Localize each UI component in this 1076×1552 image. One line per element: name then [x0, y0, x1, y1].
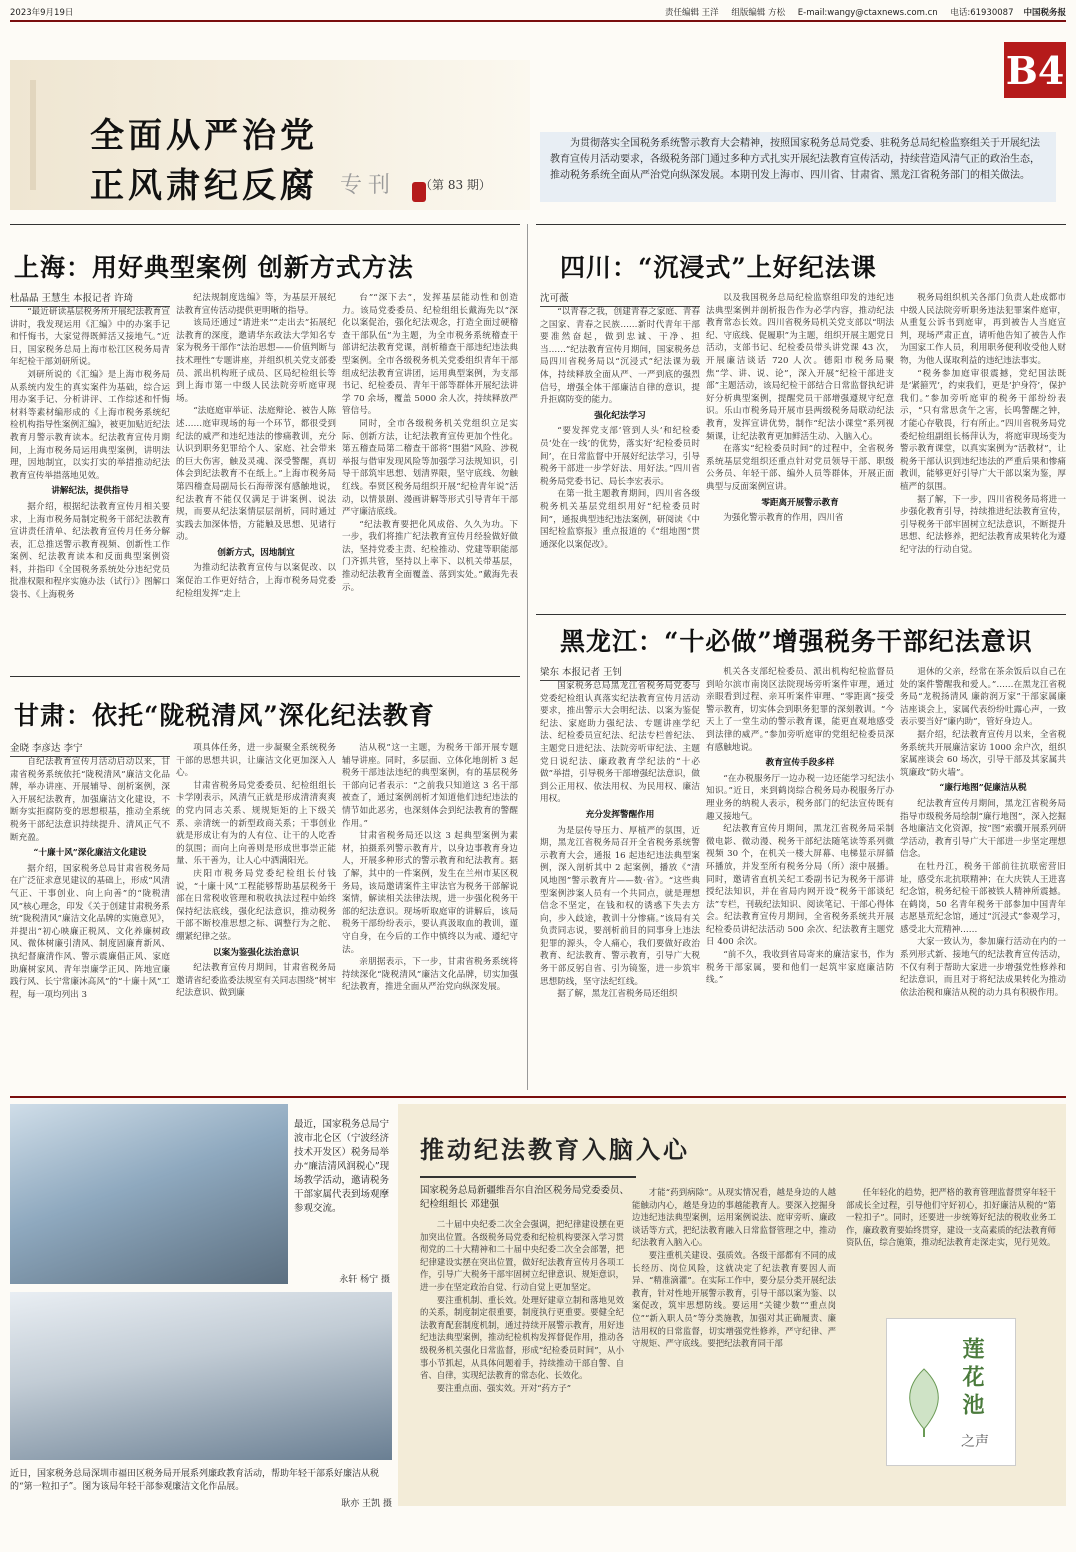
byline-sichuan: 沈可薇: [540, 290, 700, 307]
paragraph: “在办税服务厅一边办税一边还能学习纪法小知识。”近日，来到鹤岗综合税务局办税服务厅办理业务的纳税人表示，税务部门的纪法宣传既有趣又接地气。: [706, 773, 894, 822]
paragraph: “纪法教育要把化风成俗、久久为功。下一步，我们将推广纪法教育宣传月经验做好做法，坚持党委主责、纪检推动、党建等职能部门齐抓共管，坚持以上率下、以机关带基层，推动纪法教育全面覆盖、落到实处。”戴海先表示。: [342, 519, 518, 593]
paragraph: “前不久，我收到省局寄来的廉洁家书，作为税务干部家属，要和他们一起筑牢家庭廉洁防线。”: [706, 950, 894, 986]
headline-heilongjiang[interactable]: 黑龙江：“十必做”增强税务干部纪法意识: [560, 627, 1033, 656]
paragraph: 退休的父亲，经常在茶余饭后以自己在处的案件警醒我和爱人。”……在黑龙江省税务局“龙税扬清风 廉韵润万家”干部家属廉洁座谈会上，家属代表纷纷吐露心声，一致表示要当好“廉内助”，管好身边人。: [900, 667, 1066, 728]
commentary-column-3: [846, 1186, 1056, 1304]
email[interactable]: E-mail:wangy@ctaxnews.com.cn: [797, 8, 938, 18]
paragraph: 任年轻化的趋势，把严格的教育管理监督贯穿年轻干部成长全过程，引导他们守好初心，扣好廉洁从税的“第一粒扣子”。同时，还要进一步统筹好纪法的税收业务工作，廉政教育要始终贯穿，建设一支高素质的纪法教育师资队伍，综合施策，推动纪法教育走深走实，见行见效。: [846, 1187, 1056, 1248]
paragraph: 税务局组织机关各部门负责人赴成都市中级人民法院旁听职务违法犯罪案件庭审，从重复公诉书到庭审，再到被告人当庭宣判，现场严肃正直，请听他告知了被告人作为国家工作人员，利用职务便利收受他人财物，为他人谋取利益的违纪违法事实。: [900, 293, 1066, 366]
gansu-column-1: [10, 756, 170, 1090]
paragraph: 同时，全市各级税务机关党组织立足实际、创新方法，让纪法教育宣传更加个性化。第五稽查局第二稽查干部将“围猎”风险、涉税举报与借审发现风险等加强学习法规知识，引导干部筑牢思想、划清界限，坚守底线、勿触红线。奉贤区税务局组织开展“纪检青年说”活动，以情景剧、漫画讲解等形式引导青年干部严守廉洁底线。: [342, 418, 518, 518]
shanghai-column-3: [342, 292, 518, 668]
banner-issue: （第 83 期）: [420, 178, 491, 192]
shanghai-column-2: [176, 292, 336, 668]
paragraph: 为是层传导压力、厚植严的氛围，近期，黑龙江省税务局召开全省税务系统警示教育大会，通报 16 起违纪违法典型案例，深入剖析其中 2 起案例，播放《“清风地图”警示教育片——数·省》。“这些典型案例涉案人员有一个共同点，就是理想信念不坚定，在钱和权的诱惑下失去方向，步入歧途，教训十分惨痛。”该局有关负责同志说，要剖析前目的同事身上违法犯罪的源头，令人痛心，我们要做好政治教育、纪法教育、警示教育，引导广大税务干部反躬自省、引为镜鉴，进一步筑牢思想防线，坚守法纪红线。: [540, 825, 700, 987]
headline-gansu[interactable]: 甘肃：依托“陇税清风”深化纪法教育: [14, 701, 435, 730]
paragraph: 亲朋据表示，下一步，甘肃省税务系统将持续深化“陇税清风”廉洁文化品牌，切实加强纪法教育，推进全面从严治党向纵深发展。: [342, 957, 518, 993]
page-date: 2023年9月19日: [10, 8, 74, 18]
headline-sichuan[interactable]: 四川：“沉浸式”上好纪法课: [560, 253, 877, 282]
paragraph: 要注重机关建设、强质效。各级干部都有不同的成长经历、岗位风险，这就决定了纪法教育要因人而异、“精准滴灌”。在实际工作中，要分层分类开展纪法教育，针对性地开展警示教育，引导干部以案为鉴、以案促改，筑牢思想防线。要运用“关键少数”“重点岗位”“新入职人员”等分类施教，加强对其正确履责、廉洁用权的日常监督，切实增强党性修养，严守纪律、严守规矩、严守底线。要把纪法教育同干部: [632, 1249, 836, 1349]
commentary-column-2: [632, 1186, 836, 1500]
photo-ningbo[interactable]: [10, 1104, 288, 1284]
sichuan-column-3: [900, 292, 1066, 608]
paragraph: 据介绍，国家税务总局甘肃省税务局在广泛征求意见建议的基础上，形成“风清气正、干事创业、向上向善”的“陇税清风”核心理念，印发《关于创建甘肃税务系统“陇税清风”廉洁文化品牌的实施意见》，并提出“初心映廉正税风、文化养廉树政风、微体树廉引清风、制度固廉育新风、执纪督廉清作风、警示震廉倡正风、家庭助廉树家风、青年崇廉学正风、阵地宣廉践行风、长宁常廉沐高风”的“十廉十风”工程，每一项均列出 3: [10, 863, 170, 1000]
paragraph: 国家税务总局黑龙江省税务局党委与党委纪检组认真落实纪法教育宣传月活动要求，推出警示大会明纪法、以案为鉴促纪法、家庭助力强纪法、专题讲座学纪法、纪检委员宣纪法、纪法专栏普纪法、主题党日进纪法、法院旁听审纪法、主题党日说纪法、廉政教育学纪法的“十必做”举措，引导税务干部增强纪法意识，做到公正用权、依法用权、为民用权、廉洁用权。: [540, 681, 700, 805]
paragraph: “要发挥党支部‘管到人头’和纪检委员‘处在一线’的优势，落实好‘纪检委员时间’，在日常监督中开展好纪法学习，引导税务干部进一步学好法、用好法。”四川省税务局党委书记、局长李宏表示。: [540, 426, 700, 487]
paragraph: 为强化警示教育的作用，四川省: [723, 513, 844, 524]
banner-title-line1: 全面从严治党: [90, 116, 318, 156]
photo-ningbo-caption: 最近，国家税务总局宁波市北仑区（宁波经济技术开发区）税务局举办“廉洁清风润税心”现场教学活动，邀请税务干部家属代表到场观摩参观交流。: [294, 1119, 390, 1214]
page-code-badge: B4: [1004, 42, 1066, 98]
byline-gansu: 金晓 李彦达 李宁: [10, 740, 170, 757]
paragraph: 据介绍，根据纪法教育宣传月相关要求，上海市税务局制定税务干部纪法教育宣讲责任清单、纪法教育宣传月任务分解表，汇总推送警示教育视频、创新性工作案例、纪法教育读本和反面典型案例资料，并指印《全国税务系统处分违纪党员批准权限和程序实施办法（试行）》图解口袋书、《上海税务: [10, 501, 170, 601]
paragraph: 甘肃省税务局党委委员、纪检组组长卡学刚表示，风清气正就是形成清清爽爽的党内同志关系、规规矩矩的上下级关系、亲清统一的新型政商关系；干事创业就是形成让有为的人有位、让干的人吃香的氛围；而向上向善则是形成世事崇正能量、乐干善为，让人心中洒满阳光。: [176, 780, 336, 867]
editor-info: [655, 6, 1014, 18]
column-name: 莲花池: [959, 1337, 985, 1421]
paragraph: 洁从税”这一主题，为税务干部开展专题辅导讲座。同时，多层面、立体化地剖析 3 起税务干部违法违纪的典型案例，有的基层税务干部向记者表示：“之前我只知道这 3 名干部被查了，通过案例剖析才知道他们违纪违法的情节如此恶劣，也深刻体会到纪法教育的警醒作用。”: [342, 743, 518, 829]
gansu-column-2: [176, 742, 336, 1090]
paragraph: 在落实“纪检委员时间”的过程中，全省税务系统基层党组织还重点针对党员领导干部、职级公务员、年轻干部、编外人员等群体，开展正面典型与反面案例宣讲。: [706, 444, 894, 492]
paragraph: 大家一致认为，参加廉行活动在内的一系列形式新、接地气的纪法教育宣传活动，不仅有利于帮助大家进一步增强党性修养和纪法意识，而且对于将纪法成果转化为推动依法治税和廉洁从税的动力具有积极作用。: [900, 937, 1066, 998]
paragraph: 据了解，下一步，四川省税务局将进一步强化教育引导，持续推进纪法教育宣传，引导税务干部牢固树立纪法意识，不断提升思想、纪法修养，把纪法教育成果转化为遵纪守法的行动自觉。: [900, 494, 1066, 555]
paragraph: 纪法教育宣传月期间，黑龙江省税务局采制微电影、微动漫、税务干部纪法随笔读等系列微视频 30 个，在机关一楼大屏幕、电梯显示屏循环播放，并发至所有税务分局（所）滚中展播。同时，邀请省直机关纪工委副书记为税务干部讲授纪法知识，并在省局内网开设“税务干部谈纪法”专栏，刊载纪法知识、阅读笔记、干部心得体会。纪法教育宣传月期间，全省税务系统共开展纪检委员讲纪法活动 500 余次、纪法教育主题党日 400 余次。: [706, 824, 894, 948]
banner-title-line2: 正风肃纪反腐: [90, 166, 318, 206]
paragraph: 庆阳市税务局党委纪检组长付钱说，“十廉十风”工程能够帮助基层税务干部在日常税收管理和税收执法过程中始终保持纪法底线，强化纪法意识，推动税务干部不断校准思想之标、调整行为之舵、绷紧纪律之弦。: [176, 868, 336, 942]
heilongjiang-column-3: [900, 666, 1066, 1090]
commentary-column-1: [420, 1218, 624, 1500]
subhead: 讲解纪法，提供指导: [51, 486, 129, 497]
paragraph: 甘肃省税务局还以这 3 起典型案例为素材，拍摄系列警示教育片，以身边事教育身边人，开展多种形式的警示教育和纪法教育。据了解，其中的一件案例，发生在兰州市某区税务局，该局邀请案件主审法官为税务干部解说案情，解读相关法律法规，进一步强化税务干部的纪法意识。现场听取庭审的讲解后，该局税务干部纷纷表示，要认真汲取血的教训，谨守自身，在今后的工作中慎终以为戒、遵纪守法。: [342, 831, 518, 955]
photo-shenzhen-credit: 耿亦 王凯 摄: [341, 1499, 392, 1509]
paragraph: 以及我国税务总局纪检监察组印发的违纪违法典型案例并剖析报告作为必学内容，推动纪法教育常态长效。四川省税务局机关党支部以“明法纪、守底线、促履职”为主题，组织开展主题党日活动，支部书记、纪检委员带头讲党课 43 次，开展廉洁谈话 720 人次。德阳市税务局聚焦“学、讲、说、论”，深入开展“纪检干部进支部”主题活动，该局纪检干部结合日常监督执纪讲好分析典型案例，提醒党员干部增强遵规守纪意识。乐山市税务局开展市县两级税务局联动纪法教育，发挥宣讲优势，制作“纪法小课堂”系列视频课，让纪法教育更加鲜活生动、入脑入心。: [706, 293, 894, 442]
page-header: [10, 4, 1066, 22]
paper-name: 中国税务报: [1023, 8, 1066, 18]
heilongjiang-column-1: [540, 680, 700, 1090]
subhead: 强化纪法学习: [594, 410, 646, 421]
paragraph: 在第一批主题教育期间，四川省各级税务机关基层党组织用好“纪检委员时间”，通报典型违纪违法案例，研阅读《中国纪检监察报》重点报道的《“组地图”贯通深化以案促改》。: [540, 489, 700, 550]
divider: [536, 614, 1066, 615]
sichuan-column-1: [540, 306, 700, 608]
divider: [536, 224, 1066, 225]
divider: [10, 224, 520, 225]
subhead: 以案为鉴强化法治意识: [213, 947, 299, 958]
shanghai-column-1: [10, 306, 170, 668]
paragraph: “法庭庭审举证、法庭辩论、被告人陈述……庭审现场的每一个环节，都很受到纪法的威严和违纪违法的惨痛教训，充分认识到职务犯罪给个人、家庭、社会带来的巨大伤害，触及灵魂、深受警醒，真切体会到纪法教育不在纸上。”上海市税务局第四稽查局副局长石海蒂深有感触地说，纪法教育不能仅仅满足于讲案例、说法规，而要从纪法案情层层剖析，同时通过实践去加深体悟，方能触及思想、见诸行动。: [176, 406, 336, 543]
lotus-icon: [897, 1349, 951, 1439]
subhead: “十廉十风”深化廉洁文化建设: [33, 848, 147, 859]
subhead: 零距离开展警示教育: [761, 497, 839, 508]
commentary-author: 国家税务总局新疆维吾尔自治区税务局党委委员、纪检组组长 邓建强: [420, 1185, 630, 1210]
headline-shanghai[interactable]: 上海：用好典型案例 创新方式方法: [14, 253, 414, 282]
paragraph: 项具体任务，进一步凝聚全系统税务干部的思想共识，让廉洁文化更加深入人心。: [176, 743, 336, 779]
heilongjiang-column-2: [706, 666, 894, 1090]
layout-editor: 组版编辑 方松: [731, 8, 786, 18]
subhead: 充分发挥警醒作用: [585, 809, 655, 820]
paragraph: “税务参加庭审很震撼，党纪国法既是‘紧箍咒’，约束我们，更是‘护身符’，保护我们。”参加旁听庭审的税务干部纷纷表示，“只有常思贪午之害，长鸣警醒之钟，才能心存敬畏，行有所止。”四川省税务局党委纪检组副组长杨萍认为，将庭审现场变为警示教育课堂，以真实案例为“活教材”，让税务干部认识到违纪违法的严重后果和惨痛教训，能够更好引导广大干部以案为鉴，厚植严的氛围。: [900, 368, 1066, 492]
paragraph: 要注重点面、强实效。开对“药方子”: [436, 1382, 571, 1393]
divider: [10, 676, 520, 677]
paragraph: “以青春之我，创建青春之家庭、青春之国家、青春之民族……新时代青年干部要准然奋起，做到忠诚、干净、担当……”纪法教育宣传月期间，国家税务总局四川省税务局以“沉浸式”纪法课为载体，持续释放全面从严、一严到底的强烈信号，增强全体干部廉洁自律的意识，提升拒腐防变的能力。: [540, 307, 700, 406]
column-name-suffix: 之声: [961, 1434, 989, 1450]
paragraph: 在牡丹江，税务干部前往抗联密营旧址，感受东北抗联精神；在大庆铁人王进喜纪念馆，税务纪检干部被铁人精神所震撼。在鹤岗，50 名青年税务干部参加中国青年志愿垦荒纪念馆，通过“沉浸式”参观学习，感受北大荒精神……: [900, 861, 1066, 935]
paragraph: 台”“深下去”，发挥基层能动性和创造力。该局党委委员、纪检组组长戴海先以“深化以案促治，强化纪法观念，打造全面过硬稽查干部队伍”为主题，为全市税务系统稽查干部讲纪法教育党课，剖析稽查干部违纪违法典型案例。全市各级税务机关党委组织青年干部组成纪法教育宣讲团，运用典型案例，为支部书记、纪检委员、青年干部等群体开展纪法讲学 70 余场，覆盖 5000 余人次，持续释放严管信号。: [342, 293, 518, 417]
paragraph: 要注重机制、重长效。处理好建章立制和落地见效的关系，制度制定很重要，制度执行更重要。要健全纪法教育配套制度机制，通过持续开展警示教育，用好违纪违法典型案例，推动纪检机构发挥督促作用，推动各级税务机关强化日常监督，形成“纪检委员时间”，从小事小节抓起，从具体问题着手，持续推动干部自警、自省、自律，实现纪法教育的常态化、长效化。: [420, 1294, 624, 1381]
paragraph: 机关各支部纪检委员、派出机构纪检监督员到哈尔滨市南岗区法院现场旁听案件审理，通过亲眼看到过程、亲耳听案件审理、“零距离”接受警示教育，切实体会到职务犯罪的深刻教训。“今天上了一堂生动的警示教育课，能更直观地感受到法律的威严。”参加旁听庭审的党组纪检委员深有感触地说。: [706, 667, 894, 753]
photo-ningbo-credit: 永轩 杨宁 摄: [339, 1275, 390, 1285]
intro-box: 为贯彻落实全国税务系统警示教育大会精神，按照国家税务总局党委、驻税务总局纪检监察组关于开展纪法教育宣传月活动要求，各级税务部门通过多种方式扎实开展纪法教育宣传活动，持续营造风清气正的政治生态，推动税务系统全面从严治党向纵深发展。本期刊发上海市、四川省、甘肃省、黑龙江省税务部门的相关做法。: [540, 132, 1056, 202]
paragraph: 纪法教育宣传月期间，甘肃省税务局邀请省纪委监委法规室有关同志围绕“树牢纪法意识、做到廉: [176, 963, 336, 999]
paragraph: 纪法规制度选编》等，为基层开展纪法教育宣传活动提供更明晰的指导。: [176, 293, 336, 316]
paragraph: 纪法教育宣传月期间，黑龙江省税务局指导市级税务局绘制“廉行地图”，深入挖掘各地廉洁文化资源，按“图”索骥开展系列研学活动，教育引导广大干部进一步坚定理想信念。: [900, 798, 1066, 860]
section-divider: [10, 1096, 1066, 1098]
editor: 责任编辑 王洋: [664, 8, 719, 18]
column-divider: [527, 224, 528, 1090]
banner-special: 专刊: [340, 173, 397, 198]
paragraph: 为推动纪法教育宣传与以案促改、以案促治工作更好结合，上海市税务局党委纪检组发挥“走上: [176, 563, 336, 599]
paragraph: 二十届中央纪委二次全会强调，把纪律建设摆在更加突出位置。各级税务局党委和纪检机构要深入学习贯彻党的二十大精神和二十届中央纪委二次全会部署，把纪律建设实摆在突出位置，做好纪法教育宣传月各项工作，引导广大税务干部牢固树立纪律意识、规矩意识，进一步在坚定政治自觉、行动自觉上更加坚定。: [420, 1219, 624, 1292]
paragraph: 刘研所说的《汇编》是上海市税务局从系统内发生的真实案件为基础，综合运用办案手记、分析讲评、工作综述和忏悔材料等素材编形成的《上海市税务系统纪检机构指导性案例汇编》，被更加贴近纪法教育月警示教育读本。纪法教育宣传月期间，上海市税务局运用典型案例，讲明法理，因地制宜，以实打实的举措推动纪法教育宣传举措落地见效。: [10, 369, 170, 481]
paragraph: 该局还通过“请进来”“走出去”拓展纪法教育的深度，邀请华东政法大学知名专家为税务干部作“法治思想——价值判断与技术理性”专题讲座，并组织机关党支部委员、派出机构班子成员、区局纪检组长等到上海市第一中级人民法院旁听庭审现场。: [176, 318, 336, 404]
byline-heilongjiang: 梁东 本报记者 王钊: [540, 664, 700, 681]
subhead: 教育宣传手段多样: [765, 758, 835, 769]
phone: 电话:61930087: [950, 8, 1014, 18]
gansu-column-3: [342, 742, 518, 1090]
column-logo: [886, 1318, 1016, 1466]
photo-shenzhen[interactable]: [10, 1292, 392, 1460]
byline-shanghai: 杜晶晶 王慧生 本报记者 许琦: [10, 290, 170, 307]
subhead: “廉行地图”促廉洁从税: [939, 783, 1027, 794]
paragraph: 据介绍，纪法教育宣传月以来，全省税务系统共开展廉洁家访 1000 余户次，组织家属座谈会 60 场次，引导干部及其家属共筑廉政“防火墙”。: [900, 729, 1066, 778]
special-banner: [10, 60, 530, 210]
sichuan-column-2: [706, 292, 894, 608]
paragraph: “最近研读基层税务所开展纪法教育宣讲时，我发现运用《汇编》中的办案手记和忏悔书，大家觉得既鲜活又接地气。”近日，国家税务总局上海市松江区税务局青年纪检干部刘研所说。: [10, 307, 170, 368]
paragraph: 自纪法教育宣传月活动启动以来，甘肃省税务系统依托“陇税清风”廉洁文化品牌，举办讲座、开展辅导、剖析案例，深入开展纪法教育，加强廉洁文化建设，不断夯实拒腐防变的思想根基，推动全系统税务干部纪法意识持续提升、清风正气不断充盈。: [10, 757, 170, 843]
paragraph: 才能“药到病除”。从现实情况看，越是身边的人越能触动内心，越是身边的事越能教育人。要深入挖掘身边违纪违法典型案例，运用案例说法、庭审旁听、廉政谈话等方式，把纪法教育融入日常监督管理之中，推动纪法教育入脑入心。: [632, 1187, 836, 1248]
divider: [420, 1176, 636, 1178]
subhead: 创新方式，因地制宜: [217, 547, 295, 558]
commentary-title[interactable]: 推动纪法教育入脑入心: [420, 1135, 690, 1164]
paragraph: 据了解，黑龙江省税务局还组织: [557, 989, 678, 1000]
photo-shenzhen-caption: 近日，国家税务总局深圳市福田区税务局开展系列廉政教育活动，帮助年轻干部系好廉洁从税的“第一粒扣子”。图为该局年轻干部参观廉洁文化作品展。: [10, 1469, 380, 1492]
